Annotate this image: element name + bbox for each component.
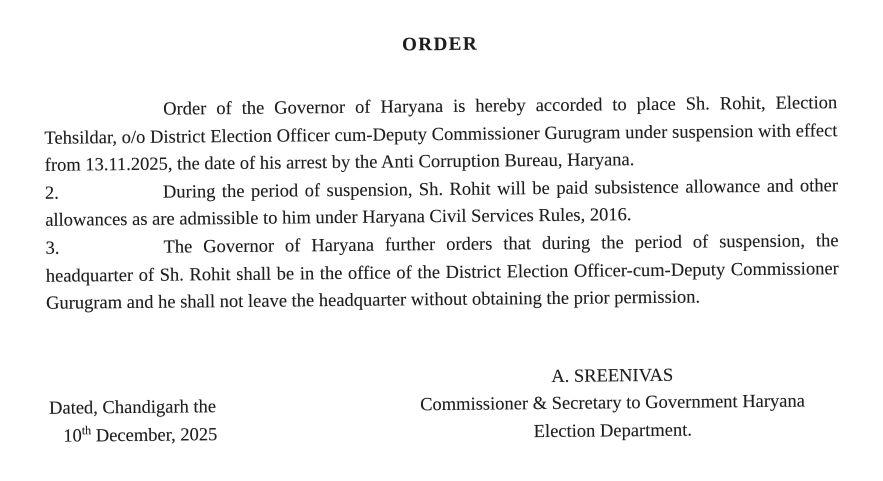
signature-block <box>385 361 841 448</box>
order-paragraph-3 <box>45 228 839 318</box>
dateline-block <box>47 395 218 452</box>
paragraph-number-3: 3. <box>45 238 60 259</box>
order-paragraph-1: Order of the Governor of Haryana is hereby accorded to place Sh. Rohit, Election Tehsildar, o/o District Election Officer cum-Deputy Commissioner Gurugram under suspension with effect from 13.11.2025, the date of his arrest by the Anti Corruption Bureau, Haryana. <box>44 93 838 176</box>
signatory-name: A. SREENIVAS <box>551 365 674 387</box>
paragraph-text-2: During the period of suspension, Sh. Rohit will be paid subsistence allowance and other allowances as are admissible to him under Haryana Civil Services Rules, 2016. <box>45 175 839 232</box>
dateline-day-suffix: th <box>81 423 92 438</box>
signatory-title: Commissioner & Secretary to Government Haryana <box>420 391 806 416</box>
order-paragraph-2 <box>45 173 838 236</box>
dateline-rest: December, 2025 <box>91 425 218 447</box>
document-footer <box>47 361 841 451</box>
signatory-department: Election Department. <box>533 420 693 443</box>
dateline-place: Dated, Chandigarh the <box>48 397 217 420</box>
document-title: ORDER <box>401 33 479 56</box>
dateline-day: 10 <box>63 426 82 447</box>
paragraph-text-3: The Governor of Haryana further orders that during the period of suspension, the headquarter of Sh. Rohit shall be in the office of the District Election Officer-cum-Deputy Commissioner Gurugram and he shall not leave the headquarter without obtaining the prior permission. <box>45 231 839 314</box>
paragraph-number-2: 2. <box>44 183 59 204</box>
dateline-date <box>49 422 217 451</box>
